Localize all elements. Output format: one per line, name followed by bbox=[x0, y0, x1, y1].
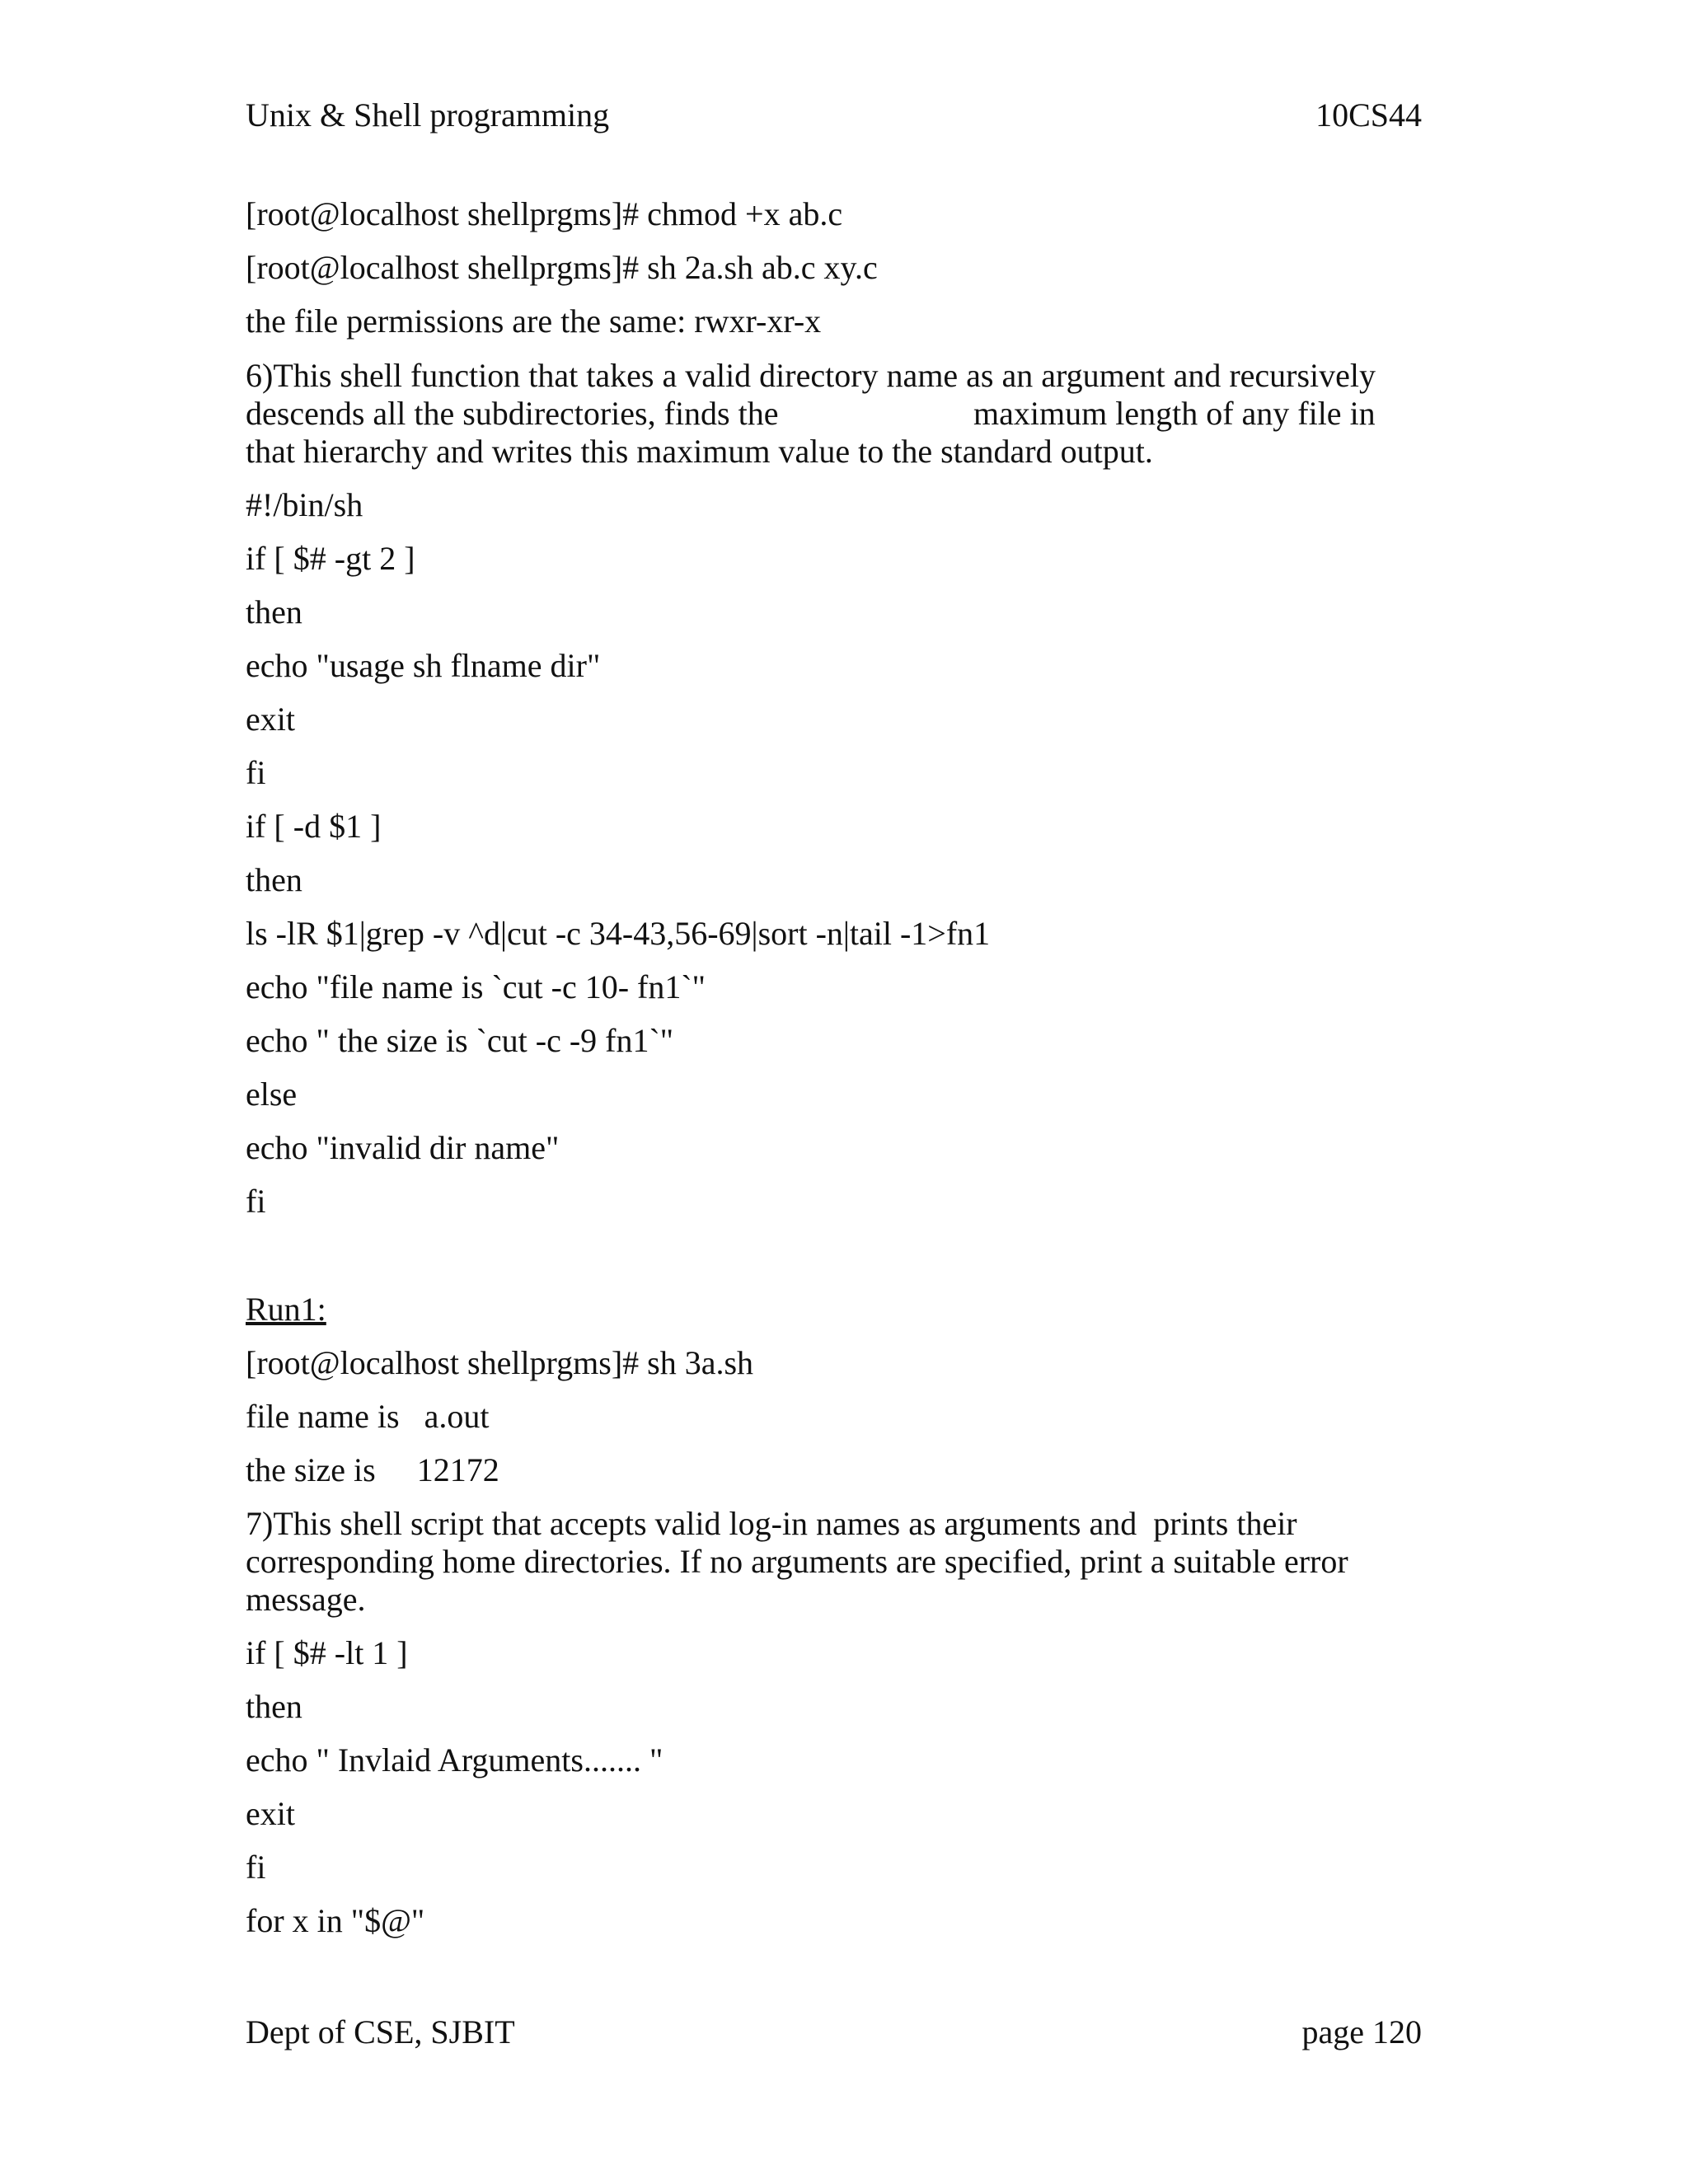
run-heading: Run1: bbox=[246, 1291, 326, 1328]
code-line: fi bbox=[246, 754, 266, 791]
code-line: echo " the size is `cut -c -9 fn1`" bbox=[246, 1022, 674, 1059]
code-line: ls -lR $1|grep -v ^d|cut -c 34-43,56-69|sort -n|tail -1>fn1 bbox=[246, 915, 991, 952]
header-course-code: 10CS44 bbox=[1315, 96, 1422, 134]
code-line: if [ $# -lt 1 ] bbox=[246, 1634, 408, 1671]
code-line: then bbox=[246, 861, 302, 898]
code-line: else bbox=[246, 1076, 298, 1113]
question-6-line: that hierarchy and writes this maximum value to the standard output. bbox=[246, 433, 1153, 470]
code-line: if [ -d $1 ] bbox=[246, 808, 382, 845]
text-line: the file permissions are the same: rwxr-xr-x bbox=[246, 302, 822, 340]
code-line: echo "usage sh flname dir" bbox=[246, 647, 601, 684]
code-line: fi bbox=[246, 1849, 266, 1886]
footer-department: Dept of CSE, SJBIT bbox=[246, 2013, 515, 2050]
code-line: then bbox=[246, 1688, 302, 1725]
code-line: echo " Invlaid Arguments....... " bbox=[246, 1741, 663, 1779]
code-line: then bbox=[246, 593, 302, 630]
question-6-line: 6)This shell function that takes a valid directory name as an argument and recursively bbox=[246, 357, 1376, 394]
code-line: #!/bin/sh bbox=[246, 486, 363, 523]
run-output-line: file name is a.out bbox=[246, 1398, 490, 1435]
code-line: for x in "$@" bbox=[246, 1902, 425, 1939]
run-output-line: the size is 12172 bbox=[246, 1451, 499, 1488]
code-line: if [ $# -gt 2 ] bbox=[246, 540, 415, 577]
code-line: fi bbox=[246, 1183, 266, 1220]
run-output-line: [root@localhost shellprgms]# sh 3a.sh bbox=[246, 1344, 754, 1381]
code-line: exit bbox=[246, 1795, 295, 1832]
text-line: [root@localhost shellprgms]# chmod +x ab.c bbox=[246, 195, 843, 232]
question-6-line: maximum length of any file in bbox=[973, 395, 1376, 432]
question-7-paragraph: 7)This shell script that accepts valid log-in names as arguments and prints their corresponding home directories. If no arguments are specified, print a suitable error message. bbox=[246, 1505, 1348, 1618]
code-line: exit bbox=[246, 701, 295, 738]
text-line: [root@localhost shellprgms]# sh 2a.sh ab.c xy.c bbox=[246, 249, 878, 286]
question-6-line: descends all the subdirectories, finds the bbox=[246, 395, 779, 432]
header-title: Unix & Shell programming bbox=[246, 96, 610, 134]
code-line: echo "invalid dir name" bbox=[246, 1129, 560, 1166]
code-line: echo "file name is `cut -c 10- fn1`" bbox=[246, 968, 706, 1005]
footer-page-number: page 120 bbox=[1301, 2013, 1422, 2050]
